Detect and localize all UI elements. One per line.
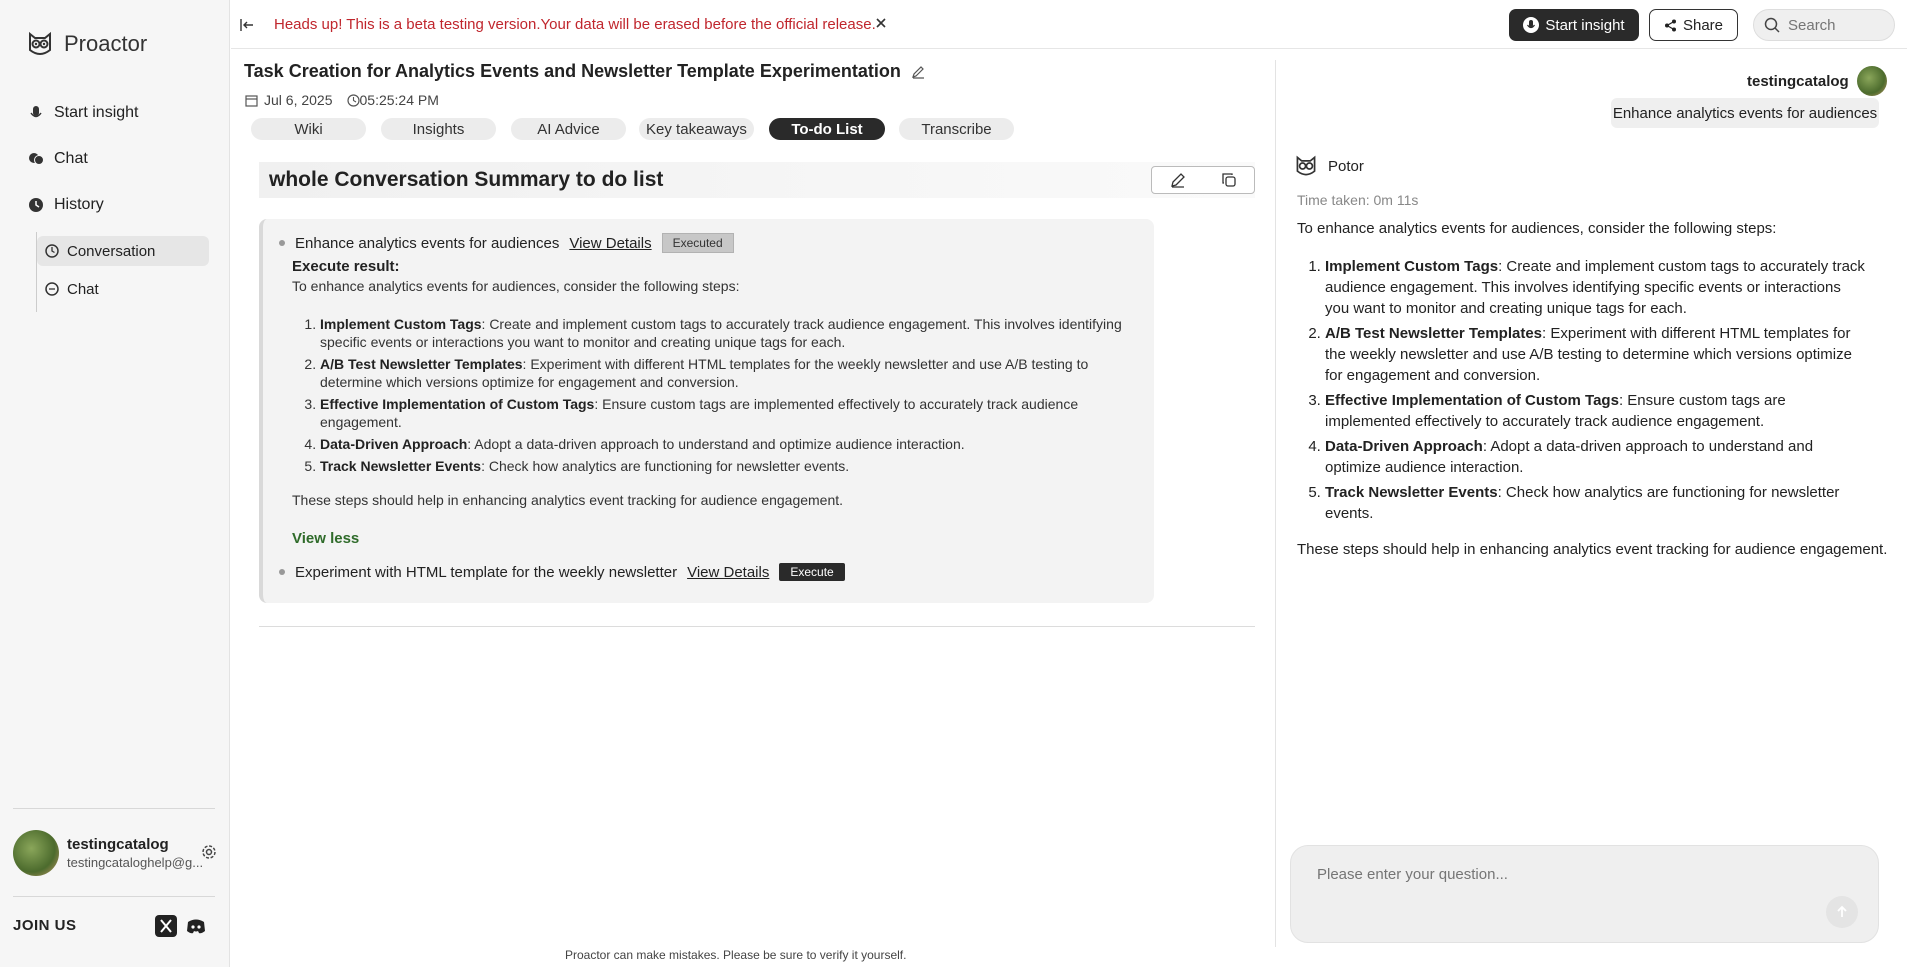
- todo-title: Experiment with HTML template for the weekly newsletter: [295, 563, 678, 581]
- owl-logo-icon: [1294, 154, 1318, 178]
- history-submenu: [36, 232, 211, 312]
- disclaimer: Proactor can make mistakes. Please be sure to verify it yourself.: [565, 948, 907, 962]
- avatar: [13, 830, 59, 876]
- bot-outro: These steps should help in enhancing analytics event tracking for audience engagement.: [1297, 541, 1888, 558]
- execute-button[interactable]: Execute: [779, 563, 844, 581]
- list-item: 4. Data-Driven Approach: Adopt a data-driven approach to understand and optimize audience interaction.: [320, 435, 1137, 453]
- meta-time: 05:25:24 PM: [359, 92, 439, 108]
- result-outro: These steps should help in enhancing analytics event tracking for audience engagement.: [292, 492, 844, 508]
- sidebar-divider: [13, 808, 215, 809]
- sidebar-item-chat[interactable]: [28, 150, 88, 168]
- discord-icon[interactable]: [185, 915, 207, 937]
- time-taken: Time taken: 0m 11s: [1297, 192, 1419, 208]
- sidebar-item-label: Chat: [54, 150, 88, 167]
- sidebar-item-history[interactable]: [28, 196, 104, 214]
- summary-tools: [1151, 166, 1255, 194]
- history-item-label: Chat: [67, 280, 99, 298]
- page-title: [244, 61, 925, 82]
- tab-ai-advice[interactable]: AI Advice: [511, 118, 626, 140]
- user-name: testingcatalog: [67, 836, 169, 853]
- page-title-text: Task Creation for Analytics Events and Newsletter Template Experimentation: [244, 61, 901, 81]
- chat-user: [1747, 66, 1887, 96]
- bullet: [279, 569, 285, 575]
- gear-icon[interactable]: [200, 843, 218, 861]
- user-card[interactable]: [13, 831, 218, 875]
- todo-list: [259, 219, 1154, 603]
- search-box[interactable]: [1753, 9, 1895, 41]
- result-steps: [292, 315, 1137, 479]
- bullet: [279, 240, 285, 246]
- edit-icon[interactable]: [911, 65, 925, 79]
- chat-icon: [28, 151, 44, 167]
- meta-info: [245, 92, 439, 108]
- send-button[interactable]: [1826, 896, 1858, 928]
- bot-name: Potor: [1328, 157, 1364, 175]
- collapse-sidebar-icon[interactable]: [239, 17, 255, 33]
- history-item-label: Conversation: [67, 242, 156, 260]
- bot-intro: To enhance analytics events for audiences, consider the following steps:: [1297, 220, 1777, 237]
- list-item: [279, 233, 734, 253]
- list-item: 4. Data-Driven Approach: Adopt a data-driven approach to understand and optimize audience interaction.: [1325, 436, 1867, 478]
- owl-logo-icon: [26, 30, 54, 58]
- todo-title: Enhance analytics events for audiences: [295, 234, 560, 252]
- result-intro: To enhance analytics events for audiences, consider the following steps:: [292, 278, 740, 294]
- close-icon[interactable]: [874, 16, 888, 30]
- list-item: 2. A/B Test Newsletter Templates: Experiment with different HTML templates for the weekly newsletter and use A/B testing to determine which versions optimize for engagement and conversion.: [320, 355, 1137, 391]
- panel-divider: [1275, 60, 1276, 947]
- calendar-icon: [245, 94, 258, 107]
- tab-transcribe[interactable]: Transcribe: [899, 118, 1014, 140]
- edit-icon[interactable]: [1170, 172, 1186, 188]
- view-details-link[interactable]: View Details: [569, 234, 652, 252]
- list-item: [279, 563, 845, 581]
- share-label: Share: [1682, 16, 1724, 34]
- list-item: 2. A/B Test Newsletter Templates: Experiment with different HTML templates for the weekly newsletter and use A/B testing to determine which versions optimize for engagement and conversion.: [1325, 323, 1867, 386]
- history-item-chat[interactable]: [37, 274, 209, 304]
- list-item: 3. Effective Implementation of Custom Tags: Ensure custom tags are implemented effectively to accurately track audience engagement.: [1325, 390, 1867, 432]
- tab-insights[interactable]: Insights: [381, 118, 496, 140]
- clock-icon: [347, 94, 360, 107]
- status-badge: Executed: [662, 233, 734, 253]
- list-item: 5. Track Newsletter Events: Check how analytics are functioning for newsletter events.: [1325, 482, 1867, 524]
- share-button[interactable]: [1649, 9, 1738, 41]
- sidebar-divider: [13, 896, 215, 897]
- list-item: 3. Effective Implementation of Custom Tags: Ensure custom tags are implemented effectively to accurately track audience engagement.: [320, 395, 1137, 431]
- view-details-link[interactable]: View Details: [687, 563, 770, 581]
- x-twitter-icon[interactable]: [155, 915, 177, 937]
- tab-key-takeaways[interactable]: Key takeaways: [639, 118, 754, 140]
- brand[interactable]: [26, 30, 147, 58]
- start-insight-button[interactable]: [1509, 9, 1639, 41]
- search-icon: [1764, 17, 1780, 33]
- top-bar: [231, 0, 1907, 49]
- avatar: [1857, 66, 1887, 96]
- chat-history-icon: [45, 282, 59, 296]
- bot-steps: [1297, 256, 1867, 528]
- summary-heading: whole Conversation Summary to do list: [269, 168, 664, 191]
- execute-result-label: Execute result:: [292, 258, 400, 275]
- sidebar-item-label: Start insight: [54, 104, 139, 121]
- question-input[interactable]: [1317, 866, 1817, 896]
- conversation-icon: [45, 244, 59, 258]
- question-box: [1290, 845, 1879, 943]
- sidebar-item-start-insight[interactable]: [28, 104, 138, 122]
- mic-icon: [28, 105, 44, 121]
- user-message: Enhance analytics events for audiences: [1611, 98, 1879, 128]
- share-icon: [1664, 19, 1677, 32]
- summary-header: [259, 162, 1255, 198]
- mic-icon: [1523, 17, 1539, 33]
- view-less-link[interactable]: View less: [292, 530, 360, 547]
- copy-icon[interactable]: [1221, 172, 1237, 188]
- history-item-conversation[interactable]: [37, 236, 209, 266]
- list-item: 1. Implement Custom Tags: Create and implement custom tags to accurately track audience engagement. This involves identifying specific events or interactions you want to monitor and creating unique tags for each.: [320, 315, 1137, 351]
- user-email: testingcataloghelp@g...: [67, 855, 204, 870]
- beta-banner: Heads up! This is a beta testing version.Your data will be erased before the official release.: [274, 16, 876, 33]
- sidebar-item-label: History: [54, 196, 104, 213]
- arrow-up-icon: [1834, 904, 1850, 920]
- sidebar: [0, 0, 230, 967]
- list-item: 5. Track Newsletter Events: Check how analytics are functioning for newsletter events.: [320, 457, 1137, 475]
- list-item: 1. Implement Custom Tags: Create and implement custom tags to accurately track audience engagement. This involves identifying specific events or interactions you want to monitor and creating unique tags for each.: [1325, 256, 1867, 319]
- meta-date: Jul 6, 2025: [264, 92, 333, 108]
- main-divider: [259, 626, 1255, 627]
- start-insight-label: Start insight: [1545, 16, 1625, 34]
- clock-icon: [28, 197, 44, 213]
- brand-name: Proactor: [64, 31, 148, 56]
- tab-wiki[interactable]: Wiki: [251, 118, 366, 140]
- bot-header: [1294, 154, 1364, 178]
- join-us-label: JOIN US: [13, 917, 77, 934]
- tab-todo-list[interactable]: To-do List: [769, 118, 885, 140]
- search-input[interactable]: [1788, 17, 1878, 34]
- chat-user-name: testingcatalog: [1747, 72, 1849, 90]
